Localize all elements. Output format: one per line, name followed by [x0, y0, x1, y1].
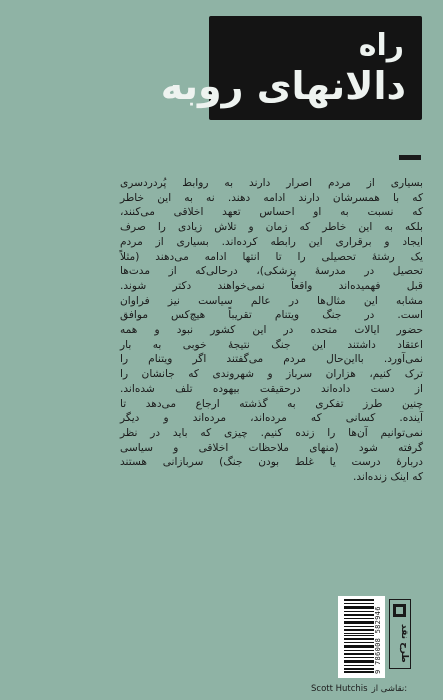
blurb-line: تحصیل در مدرسهٔ پزشکی)، درحالی‌که از مدت‌ها [120, 265, 423, 278]
blurb-line: نمی‌توانیم آن‌ها را زنده کنیم. چیزی که باید در نظر [120, 426, 423, 439]
publisher-logo [389, 599, 411, 669]
blurb-line: حضور ایالات متحده در این کشور نبود و همه [120, 324, 423, 337]
credit-artist: Scott Hutchis [311, 684, 368, 694]
blurb-line: مشابه این مثال‌ها در عالم سیاست نیز فراوان [120, 294, 423, 307]
blurb-line: ایجاد و برقراری این رابطه کرده‌اند. بسیاری از مردم [120, 235, 423, 248]
blurb-line: که با همسرشان دارند ادامه دهند. نه به این خاطر [120, 191, 423, 204]
title-top-line: راه [358, 28, 404, 63]
blurb-line: نمی‌آورد. بااین‌حال مردم می‌گفتند اگر ویتنام را [120, 353, 423, 366]
blurb-line: بسیاری از مردم اصرار دارند به روابط پُردردسری [120, 177, 423, 189]
blurb-text [120, 176, 423, 485]
blurb-line: که اینک زنده‌اند. [352, 471, 423, 484]
title-box [160, 16, 422, 120]
blurb-line: چنین طرز تفکری به گذشته ارجاع می‌دهد تا [120, 397, 423, 410]
publisher-logo-text: طرح نقد [399, 624, 409, 663]
blurb-line: گرفته شود (منهای ملاحظات اخلاقی و سیاسی [120, 441, 423, 454]
blurb-line: که نسبت به او احساس تعهد اخلاقی می‌کنند، [120, 206, 423, 219]
blurb-line: ترک کنیم، هزاران سرباز و شهروندی که جانشان را [120, 368, 423, 381]
barcode [338, 596, 385, 678]
isbn-number: 9 786008 582946 [374, 606, 382, 674]
blurb-line: یک رشتهٔ تحصیلی را تا انتها ادامه می‌دهند (مثلاً [120, 250, 423, 263]
blurb-line: اعتقاد داشتند این جنگ نتیجهٔ خوبی به بار [120, 338, 423, 351]
barcode-bars [344, 599, 374, 673]
credit-label: نقاشی از: [371, 684, 408, 694]
illustration-credit [311, 684, 407, 694]
blurb-line: بلکه به این خاطر که زمان و تلاش زیادی را صرف [120, 221, 423, 234]
publisher-logo-mark-inner [396, 607, 403, 614]
decorative-dash [399, 155, 421, 160]
blurb-line: قبل فهمیده‌اند واقعاً نمی‌خواهند دکتر شوند. [120, 279, 423, 292]
blurb-line: دربارهٔ درست یا غلط بودن جنگ) سربازانی هستند [120, 456, 423, 469]
blurb-line: از دست داده‌اند درحقیقت بیهوده تلف شده‌اند. [120, 382, 423, 395]
blurb-line: آینده. کسانی که مرده‌اند، مرده‌اند و دیگر [120, 412, 423, 425]
blurb-line: است. در جنگ ویتنام تقریباً هیچ‌کس موافق [120, 309, 423, 322]
title-bottom-line: دالانهای روبه [160, 64, 406, 108]
